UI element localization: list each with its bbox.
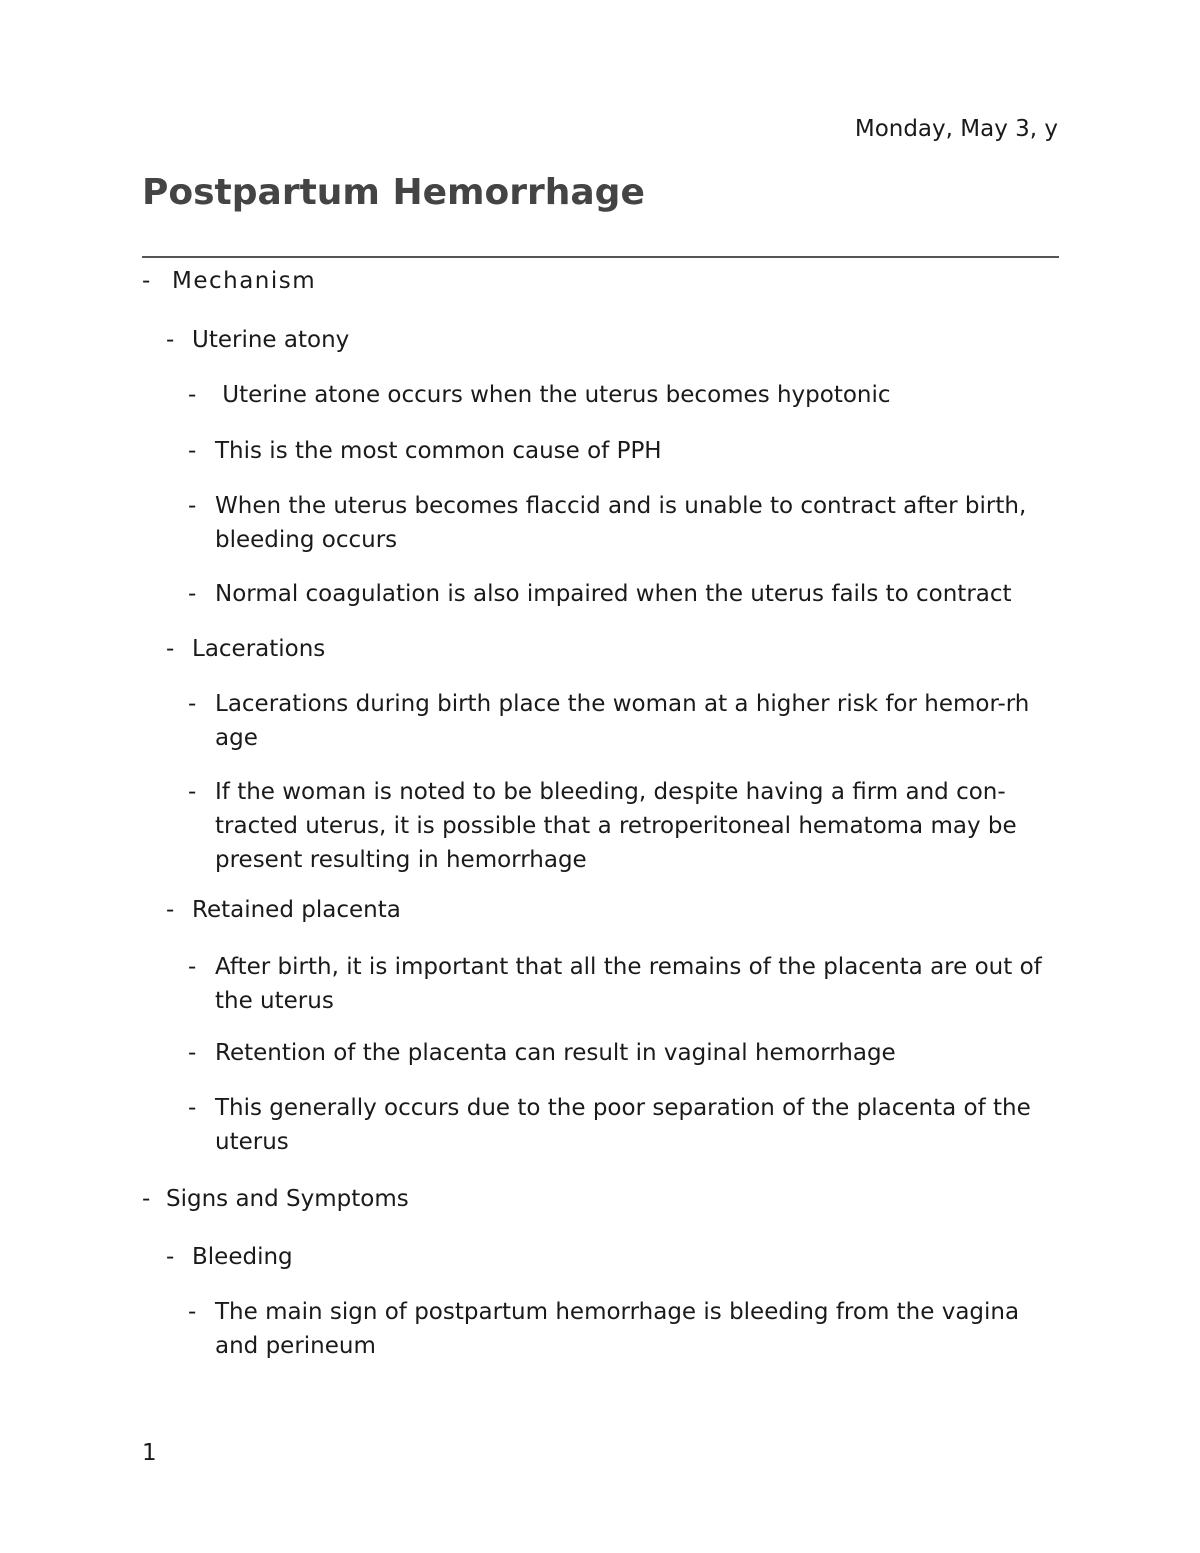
bullet-dash: - [188, 1040, 197, 1066]
bullet-dash: - [166, 897, 175, 923]
list-item: Lacerations during birth place the woman at a higher risk for hemor-rhage [215, 691, 1030, 751]
bullet-dash: - [188, 493, 197, 519]
list-item: The main sign of postpartum hemorrhage is bleeding from the vagina and perineum [215, 1299, 1020, 1359]
section-heading-signs: Signs and Symptoms [166, 1186, 409, 1212]
bullet-dash: - [142, 268, 151, 294]
subheading-uterine-atony: Uterine atony [192, 327, 350, 353]
bullet-dash: - [188, 382, 197, 408]
bullet-dash: - [166, 636, 175, 662]
document-date: Monday, May 3, y [854, 116, 1058, 142]
bullet-dash: - [188, 691, 197, 717]
bullet-dash: - [188, 954, 197, 980]
bullet-dash: - [188, 1299, 197, 1325]
page-title: Postpartum Hemorrhage [142, 172, 645, 213]
section-heading-mechanism: Mechanism [172, 268, 317, 294]
list-item: If the woman is noted to be bleeding, despite having a firm and con-tracted uterus, it is possible that a retroperitoneal hematoma may be present resulting in hemorrhage [215, 779, 1017, 873]
bullet-dash: - [188, 581, 197, 607]
list-item: This is the most common cause of PPH [215, 438, 662, 464]
list-item: Retention of the placenta can result in vaginal hemorrhage [215, 1040, 896, 1066]
list-item: This generally occurs due to the poor separation of the placenta of the uterus [215, 1095, 1031, 1155]
bullet-dash: - [188, 1095, 197, 1121]
list-item: Normal coagulation is also impaired when the uterus fails to contract [215, 581, 1012, 607]
bullet-dash: - [166, 1244, 175, 1270]
bullet-dash: - [166, 327, 175, 353]
list-item: After birth, it is important that all the remains of the placenta are out of the uterus [215, 954, 1042, 1014]
bullet-dash: - [188, 438, 197, 464]
list-item: Uterine atone occurs when the uterus becomes hypotonic [215, 382, 891, 408]
subheading-retained-placenta: Retained placenta [192, 897, 401, 923]
subheading-lacerations: Lacerations [192, 636, 326, 662]
bullet-dash: - [142, 1186, 151, 1212]
page-number: 1 [142, 1440, 157, 1466]
title-divider [142, 256, 1059, 258]
subheading-bleeding: Bleeding [192, 1244, 293, 1270]
bullet-dash: - [188, 779, 197, 805]
list-item: When the uterus becomes flaccid and is unable to contract after birth, bleeding occurs [215, 493, 1027, 553]
